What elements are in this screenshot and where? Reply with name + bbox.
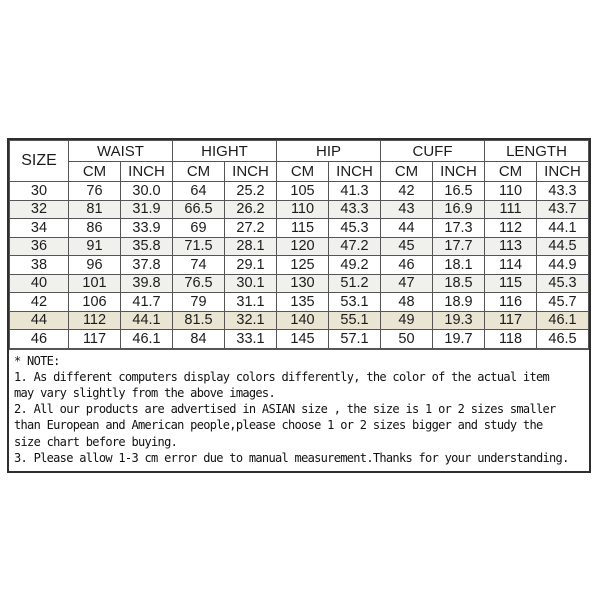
table-row	[10, 274, 589, 293]
subheader-waist-cm: CM	[69, 162, 121, 182]
value-cell: 33.1	[225, 330, 277, 349]
size-table-header	[10, 141, 589, 182]
value-cell: 18.5	[433, 274, 485, 293]
value-cell: 44.1	[537, 219, 589, 238]
value-cell: 51.2	[329, 274, 381, 293]
note-header: * NOTE:	[14, 353, 60, 368]
value-cell: 46	[381, 256, 433, 275]
column-header-size: SIZE	[10, 141, 69, 182]
table-row	[10, 200, 589, 219]
value-cell: 19.3	[433, 311, 485, 330]
value-cell: 130	[277, 274, 329, 293]
value-cell: 43.7	[537, 200, 589, 219]
value-cell: 16.9	[433, 200, 485, 219]
value-cell: 17.7	[433, 237, 485, 256]
value-cell: 91	[69, 237, 121, 256]
subheader-hip-cm: CM	[277, 162, 329, 182]
value-cell: 39.8	[121, 274, 173, 293]
value-cell: 43.3	[537, 182, 589, 201]
value-cell: 18.9	[433, 293, 485, 312]
value-cell: 33.9	[121, 219, 173, 238]
table-row	[10, 182, 589, 201]
value-cell: 86	[69, 219, 121, 238]
value-cell: 44.9	[537, 256, 589, 275]
size-cell: 46	[10, 330, 69, 349]
subheader-waist-inch: INCH	[121, 162, 173, 182]
value-cell: 76	[69, 182, 121, 201]
value-cell: 114	[485, 256, 537, 275]
value-cell: 117	[69, 330, 121, 349]
value-cell: 44.5	[537, 237, 589, 256]
column-group-length: LENGTH	[485, 141, 589, 162]
size-cell: 44	[10, 311, 69, 330]
size-cell: 42	[10, 293, 69, 312]
table-row	[10, 311, 589, 330]
value-cell: 50	[381, 330, 433, 349]
value-cell: 84	[173, 330, 225, 349]
value-cell: 46.5	[537, 330, 589, 349]
table-row	[10, 256, 589, 275]
value-cell: 32.1	[225, 311, 277, 330]
value-cell: 57.1	[329, 330, 381, 349]
header-group-row	[10, 141, 589, 162]
size-table-body	[10, 182, 589, 349]
value-cell: 45.3	[537, 274, 589, 293]
value-cell: 45.7	[537, 293, 589, 312]
table-row	[10, 293, 589, 312]
value-cell: 35.8	[121, 237, 173, 256]
value-cell: 46.1	[537, 311, 589, 330]
value-cell: 43.3	[329, 200, 381, 219]
value-cell: 112	[69, 311, 121, 330]
value-cell: 81.5	[173, 311, 225, 330]
value-cell: 140	[277, 311, 329, 330]
value-cell: 118	[485, 330, 537, 349]
value-cell: 79	[173, 293, 225, 312]
value-cell: 19.7	[433, 330, 485, 349]
value-cell: 115	[485, 274, 537, 293]
column-group-waist: WAIST	[69, 141, 173, 162]
value-cell: 113	[485, 237, 537, 256]
value-cell: 120	[277, 237, 329, 256]
value-cell: 31.9	[121, 200, 173, 219]
value-cell: 29.1	[225, 256, 277, 275]
subheader-length-inch: INCH	[537, 162, 589, 182]
subheader-cuff-cm: CM	[381, 162, 433, 182]
value-cell: 145	[277, 330, 329, 349]
size-cell: 36	[10, 237, 69, 256]
value-cell: 46.1	[121, 330, 173, 349]
value-cell: 45.3	[329, 219, 381, 238]
value-cell: 71.5	[173, 237, 225, 256]
value-cell: 110	[277, 200, 329, 219]
column-group-hight: HIGHT	[173, 141, 277, 162]
header-sub-row	[10, 162, 589, 182]
value-cell: 101	[69, 274, 121, 293]
value-cell: 17.3	[433, 219, 485, 238]
value-cell: 31.1	[225, 293, 277, 312]
note-section	[9, 349, 589, 471]
value-cell: 48	[381, 293, 433, 312]
value-cell: 110	[485, 182, 537, 201]
subheader-hip-inch: INCH	[329, 162, 381, 182]
value-cell: 37.8	[121, 256, 173, 275]
value-cell: 28.1	[225, 237, 277, 256]
size-cell: 40	[10, 274, 69, 293]
value-cell: 16.5	[433, 182, 485, 201]
note-item-1: 1. As different computers display colors differently, the color of the actual item may vary slightly from the above images.	[14, 369, 550, 400]
value-cell: 47	[381, 274, 433, 293]
subheader-cuff-inch: INCH	[433, 162, 485, 182]
value-cell: 69	[173, 219, 225, 238]
value-cell: 125	[277, 256, 329, 275]
value-cell: 27.2	[225, 219, 277, 238]
value-cell: 44	[381, 219, 433, 238]
value-cell: 43	[381, 200, 433, 219]
value-cell: 41.7	[121, 293, 173, 312]
value-cell: 42	[381, 182, 433, 201]
size-cell: 30	[10, 182, 69, 201]
column-group-cuff: CUFF	[381, 141, 485, 162]
size-chart-panel	[7, 138, 591, 473]
note-item-2: 2. All our products are advertised in ASIAN size , the size is 1 or 2 sizes smaller than European and American people,please choose 1 or 2 sizes bigger and study the size chart before buying.	[14, 402, 556, 449]
value-cell: 106	[69, 293, 121, 312]
size-table	[9, 140, 589, 349]
table-row	[10, 219, 589, 238]
value-cell: 25.2	[225, 182, 277, 201]
value-cell: 44.1	[121, 311, 173, 330]
value-cell: 47.2	[329, 237, 381, 256]
size-cell: 38	[10, 256, 69, 275]
subheader-hight-inch: INCH	[225, 162, 277, 182]
value-cell: 49.2	[329, 256, 381, 275]
value-cell: 45	[381, 237, 433, 256]
value-cell: 26.2	[225, 200, 277, 219]
size-cell: 34	[10, 219, 69, 238]
value-cell: 66.5	[173, 200, 225, 219]
subheader-length-cm: CM	[485, 162, 537, 182]
value-cell: 74	[173, 256, 225, 275]
table-row	[10, 330, 589, 349]
value-cell: 116	[485, 293, 537, 312]
value-cell: 117	[485, 311, 537, 330]
size-cell: 32	[10, 200, 69, 219]
value-cell: 81	[69, 200, 121, 219]
value-cell: 55.1	[329, 311, 381, 330]
value-cell: 30.0	[121, 182, 173, 201]
value-cell: 135	[277, 293, 329, 312]
value-cell: 112	[485, 219, 537, 238]
subheader-hight-cm: CM	[173, 162, 225, 182]
value-cell: 18.1	[433, 256, 485, 275]
note-item-3: 3. Please allow 1-3 cm error due to manual measurement.Thanks for your understanding.	[14, 450, 569, 465]
value-cell: 53.1	[329, 293, 381, 312]
value-cell: 96	[69, 256, 121, 275]
value-cell: 115	[277, 219, 329, 238]
value-cell: 49	[381, 311, 433, 330]
value-cell: 30.1	[225, 274, 277, 293]
value-cell: 41.3	[329, 182, 381, 201]
value-cell: 105	[277, 182, 329, 201]
value-cell: 64	[173, 182, 225, 201]
column-group-hip: HIP	[277, 141, 381, 162]
value-cell: 111	[485, 200, 537, 219]
value-cell: 76.5	[173, 274, 225, 293]
table-row	[10, 237, 589, 256]
